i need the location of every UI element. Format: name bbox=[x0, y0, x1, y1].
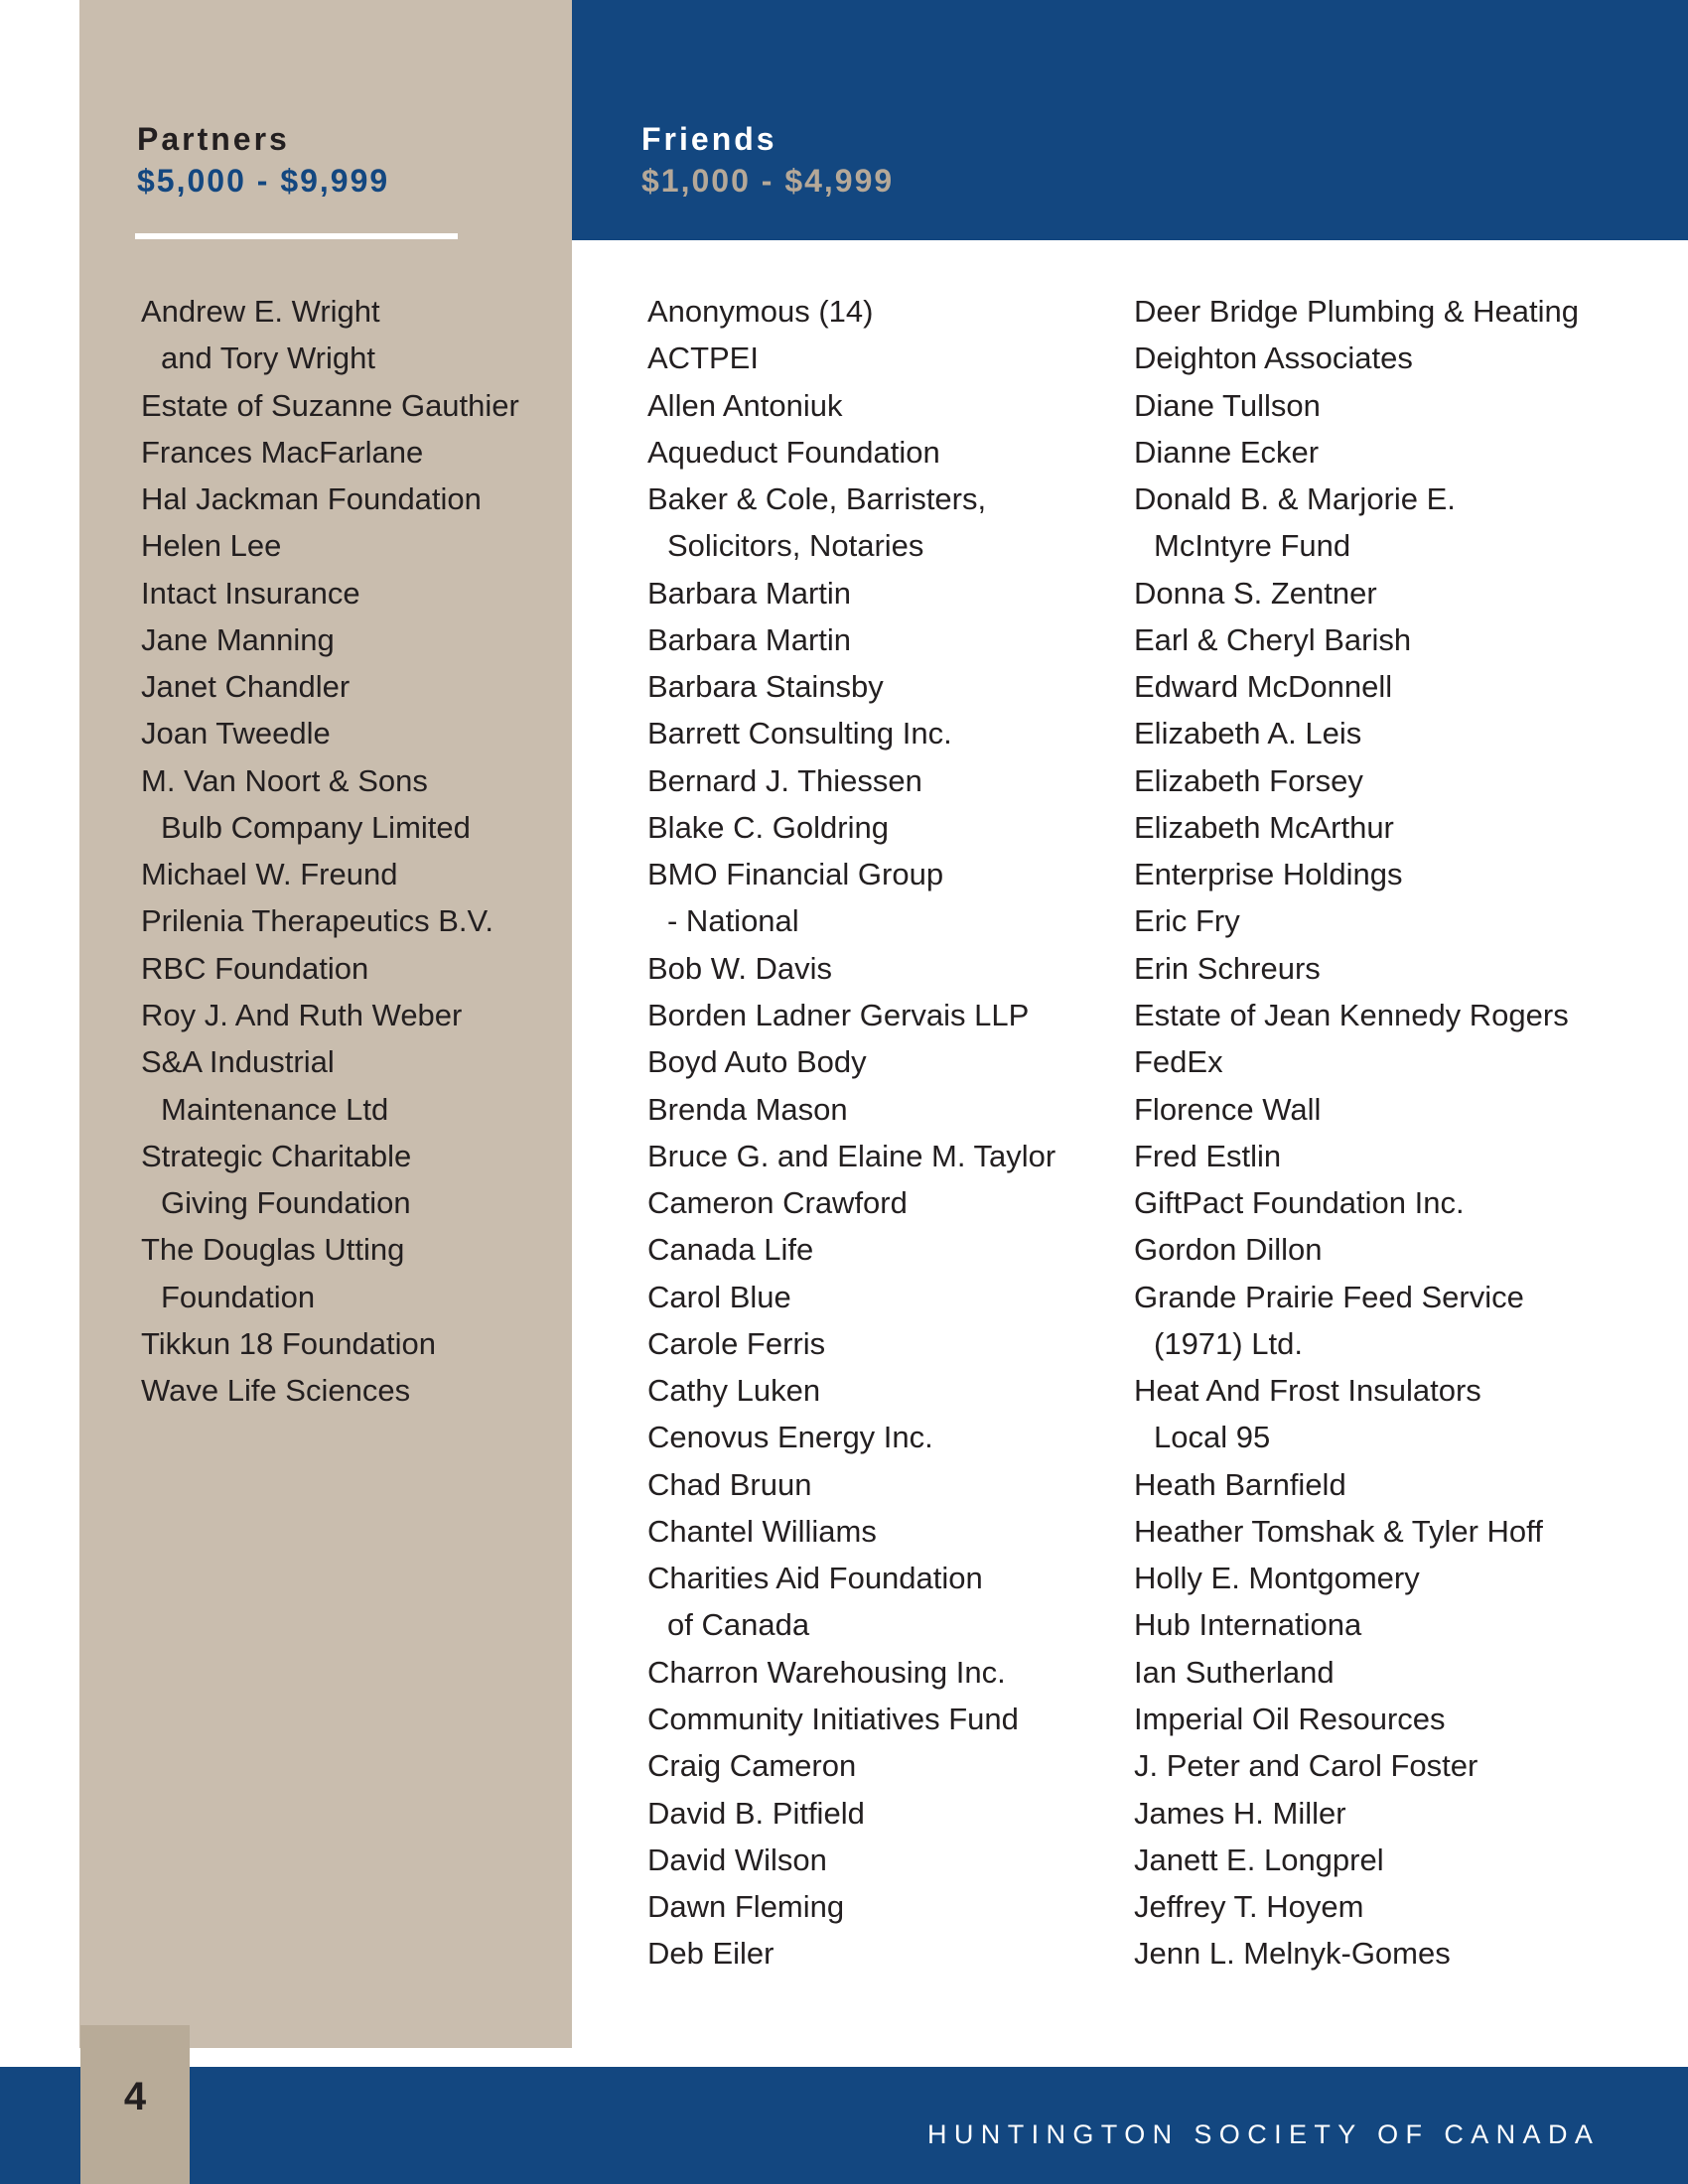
donor-item bbox=[1134, 1837, 1579, 1883]
donor-item bbox=[647, 1226, 1055, 1273]
donor-name-continuation: - National bbox=[667, 903, 799, 939]
donor-name: Elizabeth Forsey bbox=[1134, 762, 1363, 798]
donor-name: Canada Life bbox=[647, 1232, 814, 1268]
friends-tier-range: $1,000 - $4,999 bbox=[641, 163, 895, 199]
donor-item bbox=[1134, 429, 1579, 476]
donor-name: David Wilson bbox=[647, 1842, 827, 1877]
donor-item bbox=[1134, 1226, 1579, 1273]
donor-item bbox=[1134, 710, 1579, 756]
donor-item bbox=[1134, 570, 1579, 616]
donor-item bbox=[647, 1930, 1055, 1977]
donor-name: Jenn L. Melnyk-Gomes bbox=[1134, 1936, 1451, 1972]
donor-name: Deb Eiler bbox=[647, 1936, 774, 1972]
donor-name: Donna S. Zentner bbox=[1134, 575, 1377, 611]
donor-name: Edward McDonnell bbox=[1134, 669, 1393, 705]
donor-item bbox=[647, 851, 1055, 945]
friends-tier-title: Friends bbox=[641, 121, 777, 157]
donor-item bbox=[647, 429, 1055, 476]
donor-name: Erin Schreurs bbox=[1134, 950, 1321, 986]
donor-name: Chad Bruun bbox=[647, 1466, 812, 1502]
donor-name: Strategic Charitable bbox=[141, 1138, 412, 1173]
donor-name: Borden Ladner Gervais LLP bbox=[647, 997, 1030, 1032]
donor-item bbox=[647, 710, 1055, 756]
partners-divider bbox=[135, 233, 458, 239]
donor-name: Grande Prairie Feed Service bbox=[1134, 1279, 1524, 1314]
donor-name: Allen Antoniuk bbox=[647, 387, 843, 423]
donor-name: Bernard J. Thiessen bbox=[647, 762, 922, 798]
donor-name: Bruce G. and Elaine M. Taylor bbox=[647, 1138, 1056, 1173]
donor-name-continuation: Local 95 bbox=[1154, 1420, 1271, 1455]
donor-item bbox=[1134, 1790, 1579, 1837]
donor-name: Wave Life Sciences bbox=[141, 1373, 411, 1409]
donor-item bbox=[647, 1179, 1055, 1226]
donor-name: Charron Warehousing Inc. bbox=[647, 1654, 1006, 1690]
donor-item bbox=[141, 288, 519, 382]
donor-item bbox=[1134, 382, 1579, 429]
donor-item bbox=[141, 710, 519, 756]
donor-item bbox=[141, 851, 519, 897]
donor-item bbox=[1134, 1742, 1579, 1789]
donor-name: Holly E. Montgomery bbox=[1134, 1561, 1420, 1596]
friends-header-band bbox=[572, 0, 1688, 240]
donor-item bbox=[647, 1790, 1055, 1837]
donor-item bbox=[1134, 897, 1579, 944]
donor-name: Heath Barnfield bbox=[1134, 1466, 1346, 1502]
donor-item bbox=[647, 616, 1055, 663]
donor-name: Florence Wall bbox=[1134, 1091, 1322, 1127]
footer-band bbox=[0, 2067, 1688, 2184]
donor-item bbox=[1134, 288, 1579, 335]
donor-item bbox=[647, 1274, 1055, 1320]
donor-name: ACTPEI bbox=[647, 341, 759, 376]
partners-tier-title: Partners bbox=[137, 121, 290, 157]
donor-name: Janet Chandler bbox=[141, 669, 351, 705]
donor-item bbox=[647, 382, 1055, 429]
donor-name: Ian Sutherland bbox=[1134, 1654, 1335, 1690]
donor-item bbox=[141, 1226, 519, 1320]
donor-name: Donald B. & Marjorie E. bbox=[1134, 481, 1456, 517]
donor-item bbox=[647, 570, 1055, 616]
donor-item bbox=[647, 1555, 1055, 1649]
donor-item bbox=[647, 1649, 1055, 1696]
donor-name: Diane Tullson bbox=[1134, 387, 1321, 423]
donor-name: RBC Foundation bbox=[141, 950, 369, 986]
donor-name-continuation: Giving Foundation bbox=[161, 1185, 411, 1221]
donor-name: Cathy Luken bbox=[647, 1373, 821, 1409]
donor-name: Baker & Cole, Barristers, bbox=[647, 481, 987, 517]
donor-name-continuation: Bulb Company Limited bbox=[161, 809, 471, 845]
page-number-tab bbox=[80, 2025, 190, 2184]
organization-name: HUNTINGTON SOCIETY OF CANADA bbox=[927, 2119, 1601, 2149]
donor-name: Heat And Frost Insulators bbox=[1134, 1373, 1481, 1409]
donor-name: Aqueduct Foundation bbox=[647, 434, 940, 470]
donor-name: Frances MacFarlane bbox=[141, 434, 424, 470]
donor-item bbox=[1134, 1038, 1579, 1085]
donor-name: Barbara Martin bbox=[647, 575, 852, 611]
donor-name: Cameron Crawford bbox=[647, 1185, 908, 1221]
donor-name: Craig Cameron bbox=[647, 1748, 857, 1784]
donor-item bbox=[647, 663, 1055, 710]
donor-item bbox=[1134, 1367, 1579, 1461]
donor-item bbox=[1134, 992, 1579, 1038]
donor-item bbox=[1134, 1649, 1579, 1696]
donor-item bbox=[1134, 804, 1579, 851]
donor-item bbox=[647, 1742, 1055, 1789]
donor-name: Chantel Williams bbox=[647, 1513, 877, 1549]
donor-item bbox=[141, 992, 519, 1038]
donor-item bbox=[647, 1038, 1055, 1085]
friends-donor-list-column-1 bbox=[647, 288, 1055, 1978]
donor-name: Jeffrey T. Hoyem bbox=[1134, 1889, 1364, 1925]
donor-name: Jane Manning bbox=[141, 621, 335, 657]
donor-item bbox=[141, 1367, 519, 1414]
donor-name: S&A Industrial bbox=[141, 1044, 335, 1080]
donor-name: Community Initiatives Fund bbox=[647, 1701, 1019, 1736]
donor-name: Intact Insurance bbox=[141, 575, 360, 611]
donor-item bbox=[1134, 851, 1579, 897]
donor-name: Michael W. Freund bbox=[141, 857, 398, 892]
donor-name-continuation: Foundation bbox=[161, 1279, 316, 1314]
donor-name: Joan Tweedle bbox=[141, 716, 331, 751]
donor-name: Enterprise Holdings bbox=[1134, 857, 1403, 892]
donor-name: Fred Estlin bbox=[1134, 1138, 1282, 1173]
donor-name: Carole Ferris bbox=[647, 1325, 826, 1361]
donor-item bbox=[1134, 1555, 1579, 1601]
donor-name-continuation: and Tory Wright bbox=[161, 341, 375, 376]
donor-name: Earl & Cheryl Barish bbox=[1134, 621, 1412, 657]
donor-name: Deighton Associates bbox=[1134, 341, 1413, 376]
donor-name: Barrett Consulting Inc. bbox=[647, 716, 952, 751]
donor-name: GiftPact Foundation Inc. bbox=[1134, 1185, 1465, 1221]
donor-item bbox=[1134, 1883, 1579, 1930]
donor-item bbox=[141, 1320, 519, 1367]
donor-name: Cenovus Energy Inc. bbox=[647, 1420, 933, 1455]
donor-item bbox=[1134, 616, 1579, 663]
donor-name: Blake C. Goldring bbox=[647, 809, 889, 845]
donor-name: Prilenia Therapeutics B.V. bbox=[141, 903, 493, 939]
page-number: 4 bbox=[123, 2075, 147, 2118]
donor-item bbox=[1134, 1601, 1579, 1648]
donor-name: Dawn Fleming bbox=[647, 1889, 845, 1925]
donor-name: Charities Aid Foundation bbox=[647, 1561, 983, 1596]
donor-item bbox=[647, 945, 1055, 992]
donor-name-continuation: Maintenance Ltd bbox=[161, 1091, 389, 1127]
donor-item bbox=[1134, 1179, 1579, 1226]
donor-item bbox=[647, 1320, 1055, 1367]
donor-item bbox=[1134, 1461, 1579, 1508]
donor-name: Gordon Dillon bbox=[1134, 1232, 1323, 1268]
donor-item bbox=[647, 1508, 1055, 1555]
donor-item bbox=[1134, 476, 1579, 570]
donor-item bbox=[1134, 945, 1579, 992]
donor-name: BMO Financial Group bbox=[647, 857, 944, 892]
donor-name: Barbara Martin bbox=[647, 621, 852, 657]
donor-item bbox=[647, 757, 1055, 804]
donor-name: Heather Tomshak & Tyler Hoff bbox=[1134, 1513, 1543, 1549]
donor-name: Brenda Mason bbox=[647, 1091, 848, 1127]
donor-name-continuation: (1971) Ltd. bbox=[1154, 1325, 1303, 1361]
donor-item bbox=[141, 663, 519, 710]
donor-name: Estate of Suzanne Gauthier bbox=[141, 387, 519, 423]
donor-item bbox=[141, 522, 519, 569]
donor-name: Hal Jackman Foundation bbox=[141, 481, 482, 517]
donor-item bbox=[647, 804, 1055, 851]
donor-name: Elizabeth McArthur bbox=[1134, 809, 1394, 845]
donor-name: David B. Pitfield bbox=[647, 1795, 865, 1831]
donor-item bbox=[647, 1367, 1055, 1414]
donor-name: FedEx bbox=[1134, 1044, 1223, 1080]
donor-name: Anonymous (14) bbox=[647, 294, 874, 329]
donor-item bbox=[647, 1414, 1055, 1460]
donor-item bbox=[1134, 1086, 1579, 1133]
donor-item bbox=[141, 382, 519, 429]
donor-name-continuation: Solicitors, Notaries bbox=[667, 528, 924, 564]
donor-name: Imperial Oil Resources bbox=[1134, 1701, 1446, 1736]
donor-name: Deer Bridge Plumbing & Heating bbox=[1134, 294, 1580, 329]
donor-name: Roy J. And Ruth Weber bbox=[141, 997, 463, 1032]
donor-item bbox=[1134, 335, 1579, 381]
donor-item bbox=[1134, 1274, 1579, 1368]
donor-name: Bob W. Davis bbox=[647, 950, 833, 986]
partners-tier-range: $5,000 - $9,999 bbox=[137, 163, 390, 199]
donor-item bbox=[1134, 663, 1579, 710]
donor-name-continuation: McIntyre Fund bbox=[1154, 528, 1351, 564]
donor-item bbox=[141, 1038, 519, 1133]
donor-name: Eric Fry bbox=[1134, 903, 1240, 939]
donor-item bbox=[647, 1086, 1055, 1133]
donor-item bbox=[1134, 1508, 1579, 1555]
donor-name: Hub Internationa bbox=[1134, 1607, 1362, 1643]
donor-item bbox=[647, 1883, 1055, 1930]
donor-name: Boyd Auto Body bbox=[647, 1044, 867, 1080]
donor-name: Helen Lee bbox=[141, 528, 282, 564]
donor-item bbox=[647, 1133, 1055, 1179]
donor-name: Estate of Jean Kennedy Rogers bbox=[1134, 997, 1569, 1032]
donor-item bbox=[647, 288, 1055, 335]
friends-donor-list-column-2 bbox=[1134, 288, 1579, 1978]
donor-item bbox=[141, 570, 519, 616]
donor-item bbox=[1134, 757, 1579, 804]
donor-item bbox=[141, 757, 519, 852]
donor-item bbox=[1134, 1133, 1579, 1179]
partners-donor-list bbox=[141, 288, 519, 1414]
donor-name: M. Van Noort & Sons bbox=[141, 762, 428, 798]
donor-name: Tikkun 18 Foundation bbox=[141, 1325, 436, 1361]
donor-name: The Douglas Utting bbox=[141, 1232, 405, 1268]
donor-item bbox=[647, 335, 1055, 381]
donor-name: Elizabeth A. Leis bbox=[1134, 716, 1362, 751]
donor-item bbox=[647, 1461, 1055, 1508]
donor-item bbox=[141, 945, 519, 992]
donor-name-continuation: of Canada bbox=[667, 1607, 810, 1643]
donor-name: Carol Blue bbox=[647, 1279, 791, 1314]
donor-item bbox=[141, 1133, 519, 1227]
donor-item bbox=[1134, 1930, 1579, 1977]
donor-name: Andrew E. Wright bbox=[141, 294, 380, 329]
donor-name: Dianne Ecker bbox=[1134, 434, 1320, 470]
donor-name: Janett E. Longprel bbox=[1134, 1842, 1384, 1877]
donor-item bbox=[141, 897, 519, 944]
donor-name: J. Peter and Carol Foster bbox=[1134, 1748, 1478, 1784]
donor-name: Barbara Stainsby bbox=[647, 669, 884, 705]
donor-item bbox=[141, 429, 519, 476]
donor-name: James H. Miller bbox=[1134, 1795, 1346, 1831]
donor-item bbox=[647, 476, 1055, 570]
donor-item bbox=[647, 1837, 1055, 1883]
donor-item bbox=[141, 616, 519, 663]
donor-item bbox=[647, 1696, 1055, 1742]
donor-item bbox=[647, 992, 1055, 1038]
donor-item bbox=[1134, 1696, 1579, 1742]
donor-item bbox=[141, 476, 519, 522]
